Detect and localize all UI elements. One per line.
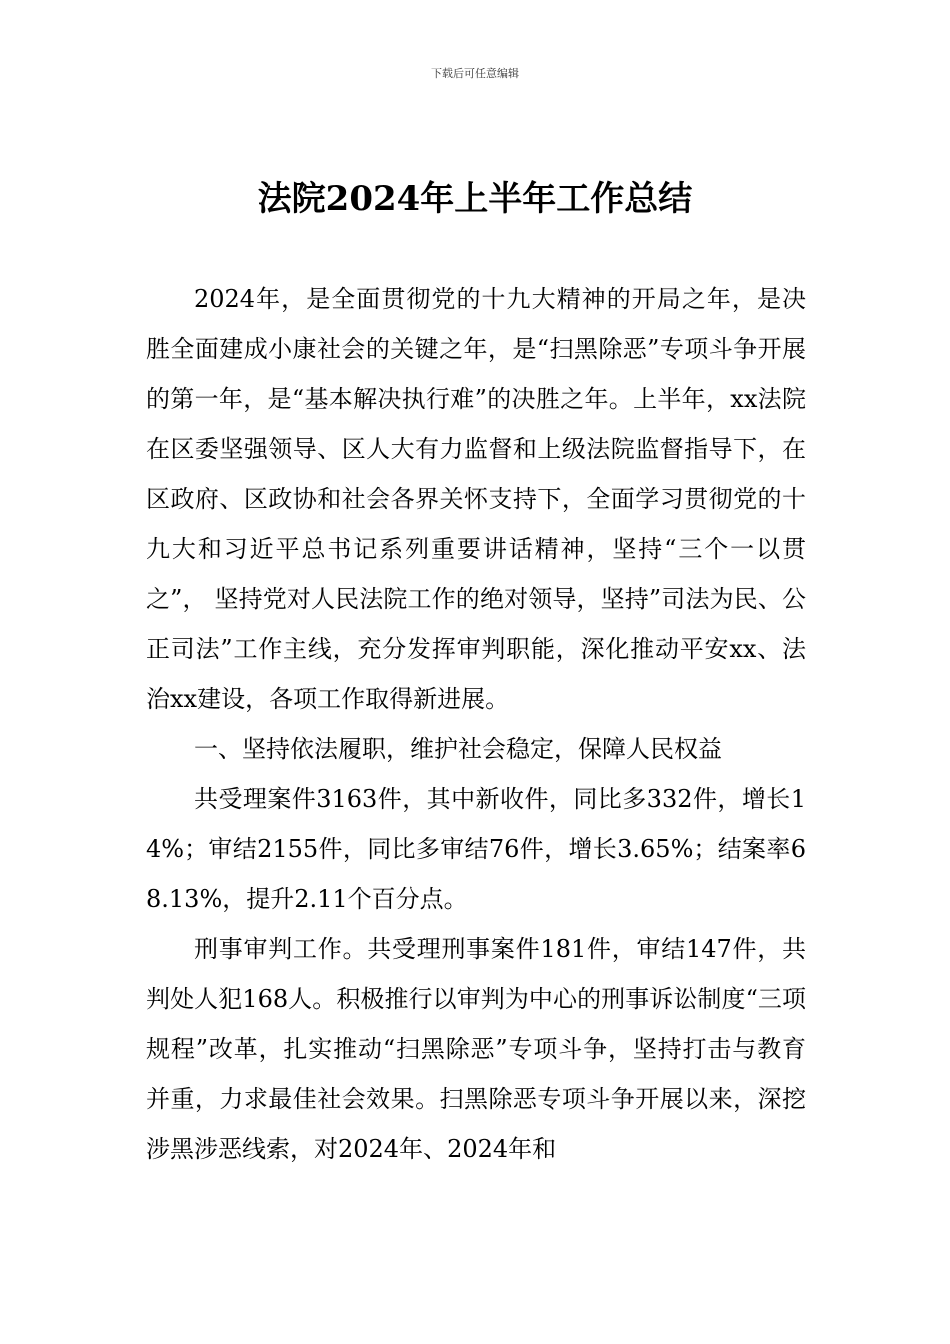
document-title: 法院2024年上半年工作总结 [257,179,693,219]
paragraph-case-stats: 共受理案件3163件，其中新收件，同比多332件，增长14%；审结2155件，同比多审结76件，增长3.65%；结案率68.13%，提升2.11个百分点。 [146,785,806,913]
section-heading-1: 一、坚持依法履职，维护社会稳定，保障人民权益 [194,735,722,763]
paragraph-criminal-trial: 刑事审判工作。共受理刑事案件181件，审结147件，共判处人犯168人。积极推行以审判为中心的刑事诉讼制度“三项规程”改革，扎实推动“扫黑除恶”专项斗争，坚持打击与教育并重，力求最佳社会效果。扫黑除恶专项斗争开展以来，深挖涉黑涉恶线索，对2024年、2024年和 [146,935,806,1163]
document-body [146,274,806,1174]
paragraph-intro: 2024年，是全面贯彻党的十九大精神的开局之年，是决胜全面建成小康社会的关键之年，是“扫黑除恶”专项斗争开展的第一年，是“基本解决执行难”的决胜之年。上半年，xx法院在区委坚强领导、区人大有力监督和上级法院监督指导下，在区政府、区政协和社会各界关怀支持下，全面学习贯彻党的十九大和习近平总书记系列重要讲话精神，坚持“三个一以贯之”， 坚持党对人民法院工作的绝对领导，坚持”司法为民、公正司法”工作主线，充分发挥审判职能，深化推动平安xx、法治xx建设，各项工作取得新进展。 [146,285,806,713]
header-note: 下载后可任意编辑 [431,67,519,80]
